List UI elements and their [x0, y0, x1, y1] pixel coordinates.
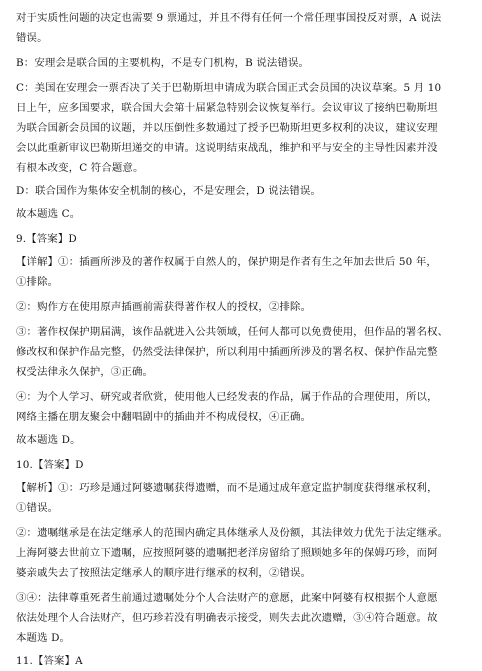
text-line: 会以此重新审议巴勒斯坦递交的申请。这说明结束战乱，维护和平与安全的主导性因素并没: [16, 142, 438, 154]
text-line: 日上午，应多国要求，联合国大会第十届紧急特别会议恢复举行。会议审议了接纳巴勒斯坦: [16, 102, 438, 114]
text-line: 有根本改变，C 符合题意。: [16, 162, 144, 174]
text-line: 依法处理个人合法财产，但巧珍若没有明确表示接受，则失去此次遗赠，③④符合题意。故: [16, 612, 438, 624]
text-line: C：美国在安理会一票否决了关于巴勒斯坦申请成为联合国正式会员国的决议草案。5 月 10: [16, 82, 442, 94]
text-line: ③：著作权保护期届满，该作品就进入公共领域，任何人都可以免费使用，但作品的署名权、: [16, 326, 449, 338]
text-line: 故本题选 C。: [16, 208, 81, 220]
text-line: 上海阿婆去世前立下遗嘱，应按照阿婆的遗嘱把老洋房留给了照顾她多年的保姆巧珍，而阿: [16, 547, 438, 559]
text-line: ②：购作方在使用原声插画前需获得著作权人的授权，②排除。: [16, 301, 312, 313]
text-line: 9.【答案】D: [16, 233, 77, 245]
text-line: 婆亲戚失去了按照法定继承人的顺序进行继承的权利，②错误。: [16, 567, 312, 579]
text-line: 10.【答案】D: [16, 459, 84, 471]
document-body: [16, 8, 468, 671]
text-line: 【详解】①：插画所涉及的著作权属于自然人的，保护期是作者有生之年加去世后 50 年，: [16, 256, 437, 268]
text-line: 权受法律永久保护，③正确。: [16, 366, 154, 378]
text-line: D：联合国作为集体安全机制的核心，不是安理会，D 说法错误。: [16, 185, 322, 197]
text-line: 故本题选 D。: [16, 434, 81, 446]
text-line: B：安理会是联合国的主要机构，不是专门机构，B 说法错误。: [16, 57, 310, 69]
text-line: ③④：法律尊重死者生前通过遗嘱处分个人合法财产的意愿，此案中阿婆有权根据个人意愿: [16, 592, 438, 604]
text-line: ④：为个人学习、研究或者欣赏，使用他人已经发表的作品，属于作品的合理使用，所以，: [16, 391, 438, 403]
text-line: ①错误。: [16, 502, 59, 514]
text-line: 对于实质性问题的决定也需要 9 票通过，并且不得有任何一个常任理事国投反对票，A 说法: [16, 12, 442, 24]
text-line: 本题选 D。: [16, 632, 71, 644]
text-line: 网络主播在朋友聚会中翻唱剧中的插曲并不构成侵权，④正确。: [16, 411, 312, 423]
text-line: 错误。: [16, 32, 48, 44]
text-line: ①排除。: [16, 276, 59, 288]
text-line: 为联合国新会员国的议题，并以压倒性多数通过了授予巴勒斯坦更多权利的决议，建议安理: [16, 122, 438, 134]
text-line: ②：遗嘱继承是在法定继承人的范围内确定具体继承人及份额，其法律效力优先于法定继承。: [16, 527, 449, 539]
text-line: 修改权和保护作品完整，仍然受法律保护，所以利用中插画所涉及的署名权、保护作品完整: [16, 346, 438, 358]
text-line: 【解析】①：巧珍是通过阿婆遗嘱获得遗赠，而不是通过成年意定监护制度获得继承权利，: [16, 482, 438, 494]
text-line: 11.【答案】A: [16, 655, 83, 667]
